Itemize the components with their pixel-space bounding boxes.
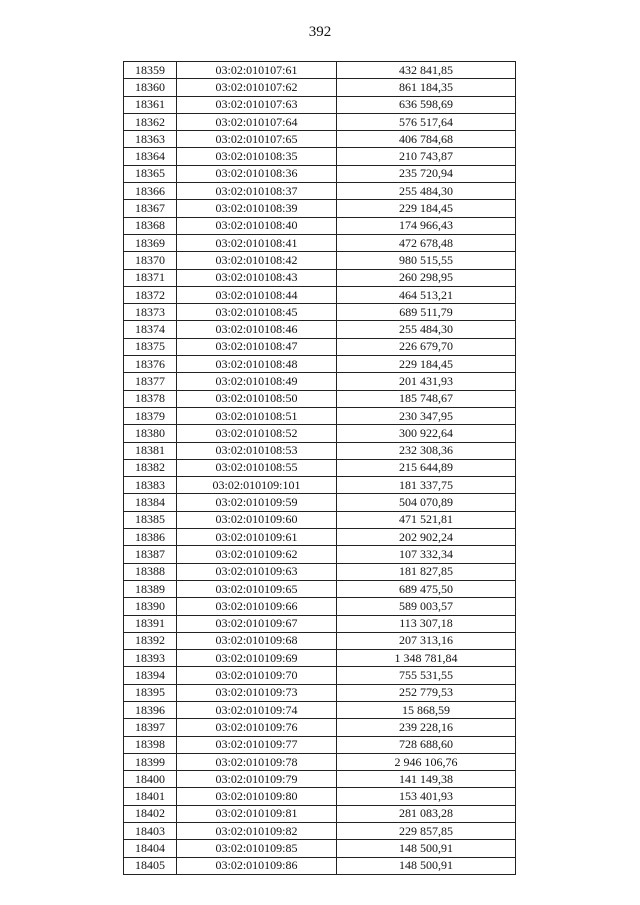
row-number-cell: 18391: [124, 615, 177, 632]
cadastral-value-cell: 689 475,50: [337, 580, 516, 597]
cadastral-value-cell: 252 779,53: [337, 684, 516, 701]
cadastral-number-cell: 03:02:010109:63: [177, 563, 337, 580]
cadastral-value-cell: 181 337,75: [337, 477, 516, 494]
table-row: [124, 373, 516, 390]
row-number-cell: 18365: [124, 165, 177, 182]
cadastral-number-cell: 03:02:010109:59: [177, 494, 337, 511]
row-number-cell: 18375: [124, 338, 177, 355]
row-number-cell: 18370: [124, 252, 177, 269]
cadastral-value-cell: 185 748,67: [337, 390, 516, 407]
table-body: [124, 62, 516, 875]
row-number-cell: 18404: [124, 840, 177, 857]
table-row: [124, 719, 516, 736]
table-row: [124, 736, 516, 753]
cadastral-value-cell: 2 946 106,76: [337, 753, 516, 770]
cadastral-number-cell: 03:02:010109:61: [177, 529, 337, 546]
table-row: [124, 840, 516, 857]
cadastral-value-cell: 281 083,28: [337, 805, 516, 822]
cadastral-value-cell: 300 922,64: [337, 425, 516, 442]
cadastral-value-cell: 141 149,38: [337, 771, 516, 788]
cadastral-value-cell: 15 868,59: [337, 701, 516, 718]
cadastral-value-cell: 464 513,21: [337, 286, 516, 303]
table-row: [124, 667, 516, 684]
table-row: [124, 788, 516, 805]
cadastral-number-cell: 03:02:010109:82: [177, 823, 337, 840]
table-row: [124, 425, 516, 442]
table-row: [124, 286, 516, 303]
cadastral-number-cell: 03:02:010107:61: [177, 62, 337, 79]
cadastral-value-cell: 215 644,89: [337, 459, 516, 476]
row-number-cell: 18398: [124, 736, 177, 753]
row-number-cell: 18376: [124, 356, 177, 373]
row-number-cell: 18389: [124, 580, 177, 597]
row-number-cell: 18374: [124, 321, 177, 338]
row-number-cell: 18360: [124, 79, 177, 96]
cadastral-value-cell: 148 500,91: [337, 857, 516, 874]
row-number-cell: 18362: [124, 113, 177, 130]
cadastral-value-cell: 181 827,85: [337, 563, 516, 580]
row-number-cell: 18400: [124, 771, 177, 788]
cadastral-value-cell: 728 688,60: [337, 736, 516, 753]
table-row: [124, 650, 516, 667]
cadastral-number-cell: 03:02:010108:43: [177, 269, 337, 286]
cadastral-value-cell: 980 515,55: [337, 252, 516, 269]
cadastral-value-cell: 861 184,35: [337, 79, 516, 96]
table-row: [124, 252, 516, 269]
row-number-cell: 18402: [124, 805, 177, 822]
cadastral-value-cell: 229 857,85: [337, 823, 516, 840]
row-number-cell: 18359: [124, 62, 177, 79]
cadastral-number-cell: 03:02:010108:46: [177, 321, 337, 338]
cadastral-value-cell: 210 743,87: [337, 148, 516, 165]
cadastral-number-cell: 03:02:010109:81: [177, 805, 337, 822]
cadastral-number-cell: 03:02:010109:70: [177, 667, 337, 684]
cadastral-number-cell: 03:02:010107:62: [177, 79, 337, 96]
table-row: [124, 79, 516, 96]
row-number-cell: 18361: [124, 96, 177, 113]
row-number-cell: 18387: [124, 546, 177, 563]
table-row: [124, 529, 516, 546]
row-number-cell: 18368: [124, 217, 177, 234]
row-number-cell: 18373: [124, 304, 177, 321]
row-number-cell: 18396: [124, 701, 177, 718]
cadastral-value-cell: 202 902,24: [337, 529, 516, 546]
table-row: [124, 62, 516, 79]
cadastral-value-cell: 504 070,89: [337, 494, 516, 511]
cadastral-number-cell: 03:02:010108:35: [177, 148, 337, 165]
cadastral-number-cell: 03:02:010109:85: [177, 840, 337, 857]
table-row: [124, 701, 516, 718]
row-number-cell: 18403: [124, 823, 177, 840]
cadastral-number-cell: 03:02:010108:51: [177, 407, 337, 424]
table-row: [124, 442, 516, 459]
cadastral-value-cell: 226 679,70: [337, 338, 516, 355]
table-row: [124, 459, 516, 476]
cadastral-number-cell: 03:02:010107:65: [177, 131, 337, 148]
cadastral-value-cell: 260 298,95: [337, 269, 516, 286]
cadastral-value-cell: 636 598,69: [337, 96, 516, 113]
cadastral-value-cell: 113 307,18: [337, 615, 516, 632]
table-row: [124, 546, 516, 563]
cadastral-number-cell: 03:02:010109:68: [177, 632, 337, 649]
row-number-cell: 18393: [124, 650, 177, 667]
row-number-cell: 18377: [124, 373, 177, 390]
cadastral-value-cell: 255 484,30: [337, 321, 516, 338]
table-row: [124, 96, 516, 113]
row-number-cell: 18366: [124, 183, 177, 200]
cadastral-number-cell: 03:02:010109:73: [177, 684, 337, 701]
table-row: [124, 684, 516, 701]
row-number-cell: 18382: [124, 459, 177, 476]
cadastral-number-cell: 03:02:010109:79: [177, 771, 337, 788]
cadastral-number-cell: 03:02:010108:44: [177, 286, 337, 303]
row-number-cell: 18367: [124, 200, 177, 217]
table-row: [124, 494, 516, 511]
cadastral-number-cell: 03:02:010108:47: [177, 338, 337, 355]
table-row: [124, 183, 516, 200]
cadastral-number-cell: 03:02:010109:62: [177, 546, 337, 563]
cadastral-number-cell: 03:02:010109:78: [177, 753, 337, 770]
cadastral-value-cell: 1 348 781,84: [337, 650, 516, 667]
row-number-cell: 18392: [124, 632, 177, 649]
table-row: [124, 113, 516, 130]
cadastral-number-cell: 03:02:010109:77: [177, 736, 337, 753]
table-row: [124, 805, 516, 822]
cadastral-number-cell: 03:02:010109:80: [177, 788, 337, 805]
cadastral-number-cell: 03:02:010109:101: [177, 477, 337, 494]
row-number-cell: 18405: [124, 857, 177, 874]
table-row: [124, 148, 516, 165]
cadastral-number-cell: 03:02:010108:45: [177, 304, 337, 321]
table-row: [124, 477, 516, 494]
cadastral-number-cell: 03:02:010108:41: [177, 234, 337, 251]
cadastral-value-cell: 755 531,55: [337, 667, 516, 684]
cadastral-value-cell: 207 313,16: [337, 632, 516, 649]
table-row: [124, 580, 516, 597]
cadastral-number-cell: 03:02:010108:37: [177, 183, 337, 200]
row-number-cell: 18379: [124, 407, 177, 424]
row-number-cell: 18381: [124, 442, 177, 459]
cadastral-number-cell: 03:02:010108:40: [177, 217, 337, 234]
table-row: [124, 407, 516, 424]
cadastral-value-cell: 153 401,93: [337, 788, 516, 805]
cadastral-number-cell: 03:02:010108:50: [177, 390, 337, 407]
table-row: [124, 753, 516, 770]
cadastral-value-cell: 229 184,45: [337, 356, 516, 373]
table-row: [124, 857, 516, 874]
cadastral-value-cell: 235 720,94: [337, 165, 516, 182]
cadastral-number-cell: 03:02:010109:76: [177, 719, 337, 736]
row-number-cell: 18384: [124, 494, 177, 511]
cadastral-value-cell: 148 500,91: [337, 840, 516, 857]
cadastral-number-cell: 03:02:010107:64: [177, 113, 337, 130]
cadastral-value-cell: 230 347,95: [337, 407, 516, 424]
row-number-cell: 18394: [124, 667, 177, 684]
table-row: [124, 304, 516, 321]
cadastral-number-cell: 03:02:010108:42: [177, 252, 337, 269]
table-row: [124, 563, 516, 580]
table-row: [124, 823, 516, 840]
row-number-cell: 18372: [124, 286, 177, 303]
page-number: 392: [308, 24, 332, 40]
table-row: [124, 234, 516, 251]
cadastral-number-cell: 03:02:010108:52: [177, 425, 337, 442]
cadastral-number-cell: 03:02:010109:60: [177, 511, 337, 528]
row-number-cell: 18388: [124, 563, 177, 580]
cadastral-number-cell: 03:02:010108:39: [177, 200, 337, 217]
table-row: [124, 131, 516, 148]
cadastral-value-table: [123, 61, 516, 875]
cadastral-number-cell: 03:02:010109:66: [177, 598, 337, 615]
table-row: [124, 598, 516, 615]
table-row: [124, 200, 516, 217]
cadastral-number-cell: 03:02:010108:53: [177, 442, 337, 459]
table-row: [124, 771, 516, 788]
cadastral-value-cell: 174 966,43: [337, 217, 516, 234]
table-row: [124, 390, 516, 407]
row-number-cell: 18397: [124, 719, 177, 736]
cadastral-number-cell: 03:02:010109:74: [177, 701, 337, 718]
table-row: [124, 269, 516, 286]
cadastral-value-cell: 232 308,36: [337, 442, 516, 459]
row-number-cell: 18385: [124, 511, 177, 528]
cadastral-value-cell: 406 784,68: [337, 131, 516, 148]
row-number-cell: 18383: [124, 477, 177, 494]
cadastral-number-cell: 03:02:010109:86: [177, 857, 337, 874]
row-number-cell: 18371: [124, 269, 177, 286]
table-row: [124, 615, 516, 632]
cadastral-value-cell: 201 431,93: [337, 373, 516, 390]
cadastral-number-cell: 03:02:010107:63: [177, 96, 337, 113]
table-row: [124, 632, 516, 649]
cadastral-number-cell: 03:02:010108:48: [177, 356, 337, 373]
cadastral-value-cell: 689 511,79: [337, 304, 516, 321]
row-number-cell: 18401: [124, 788, 177, 805]
cadastral-number-cell: 03:02:010109:65: [177, 580, 337, 597]
table-row: [124, 165, 516, 182]
row-number-cell: 18364: [124, 148, 177, 165]
cadastral-value-cell: 239 228,16: [337, 719, 516, 736]
cadastral-number-cell: 03:02:010108:36: [177, 165, 337, 182]
row-number-cell: 18363: [124, 131, 177, 148]
cadastral-value-cell: 432 841,85: [337, 62, 516, 79]
cadastral-number-cell: 03:02:010108:49: [177, 373, 337, 390]
table-row: [124, 217, 516, 234]
row-number-cell: 18390: [124, 598, 177, 615]
table-row: [124, 356, 516, 373]
cadastral-value-cell: 107 332,34: [337, 546, 516, 563]
row-number-cell: 18395: [124, 684, 177, 701]
cadastral-value-cell: 589 003,57: [337, 598, 516, 615]
cadastral-number-cell: 03:02:010109:69: [177, 650, 337, 667]
cadastral-value-cell: 255 484,30: [337, 183, 516, 200]
row-number-cell: 18399: [124, 753, 177, 770]
table-row: [124, 511, 516, 528]
cadastral-number-cell: 03:02:010109:67: [177, 615, 337, 632]
table-row: [124, 321, 516, 338]
cadastral-value-cell: 576 517,64: [337, 113, 516, 130]
row-number-cell: 18369: [124, 234, 177, 251]
row-number-cell: 18378: [124, 390, 177, 407]
cadastral-value-cell: 472 678,48: [337, 234, 516, 251]
row-number-cell: 18386: [124, 529, 177, 546]
cadastral-number-cell: 03:02:010108:55: [177, 459, 337, 476]
table-row: [124, 338, 516, 355]
row-number-cell: 18380: [124, 425, 177, 442]
cadastral-value-cell: 229 184,45: [337, 200, 516, 217]
cadastral-value-cell: 471 521,81: [337, 511, 516, 528]
